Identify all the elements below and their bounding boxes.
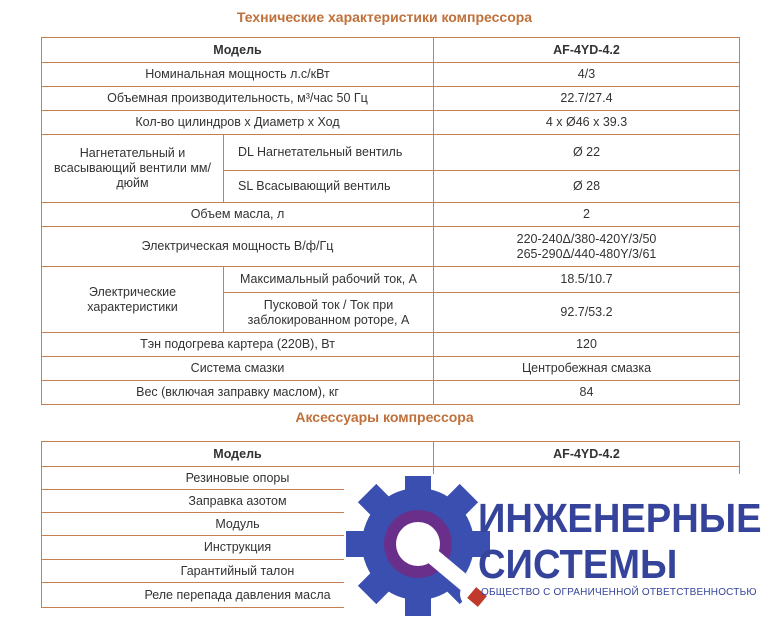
table-row (42, 63, 740, 87)
specs-title: Технические характеристики компрессора (236, 9, 533, 25)
watermark-line2: СИСТЕМЫ (478, 541, 678, 587)
table-row (42, 87, 740, 111)
accessories-header-model: AF-4YD-4.2 (434, 442, 740, 467)
dl-valve-label: DL Нагнетательный вентиль (224, 135, 434, 171)
watermark-subtitle: ОБЩЕСТВО С ОГРАНИЧЕННОЙ ОТВЕТСТВЕННОСТЬЮ (481, 587, 757, 598)
row-label: Номинальная мощность л.с/кВт (42, 63, 434, 87)
specs-table (41, 37, 740, 405)
accessory-label: Заправка азотом (42, 490, 434, 513)
row-value: 4/3 (434, 63, 740, 87)
accessory-label: Гарантийный талон (42, 560, 434, 583)
row-value: 4 x Ø46 x 39.3 (434, 111, 740, 135)
table-row (42, 381, 740, 405)
row-value: Центробежная смазка (434, 357, 740, 381)
table-row (42, 227, 740, 267)
specs-header-row (42, 38, 740, 63)
start-current-value: 92.7/53.2 (434, 293, 740, 333)
table-row (42, 111, 740, 135)
row-label: Объемная производительность, м³/час 50 Гц (42, 87, 434, 111)
max-current-label: Максимальный рабочий ток, А (224, 267, 434, 293)
row-label: Вес (включая заправку маслом), кг (42, 381, 434, 405)
oil-label: Объем масла, л (42, 203, 434, 227)
row-label: Кол-во цилиндров x Диаметр x Ход (42, 111, 434, 135)
power-value-line1: 220-240Δ/380-420Y/3/50 (516, 231, 657, 246)
sl-valve-value: Ø 28 (434, 171, 740, 203)
dl-valve-value: Ø 22 (434, 135, 740, 171)
accessories-header-row (42, 442, 740, 467)
row-value: 84 (434, 381, 740, 405)
watermark-line1: ИНЖЕНЕРНЫЕ (478, 495, 762, 541)
oil-value: 2 (434, 203, 740, 227)
accessory-label: Резиновые опоры (42, 467, 434, 490)
row-label: Система смазки (42, 357, 434, 381)
valves-group-label: Нагнетательный и всасывающий вентили мм/дюйм (42, 135, 224, 203)
start-current-label: Пусковой ток / Ток при заблокированном роторе, А (224, 293, 434, 333)
power-value (434, 227, 740, 267)
table-row (42, 267, 740, 293)
watermark-logo (344, 474, 769, 629)
power-label: Электрическая мощность В/ф/Гц (42, 227, 434, 267)
sl-valve-label: SL Всасывающий вентиль (224, 171, 434, 203)
specs-header-model: AF-4YD-4.2 (434, 38, 740, 63)
table-row (42, 357, 740, 381)
accessories-header-label: Модель (42, 442, 434, 467)
specs-header-label: Модель (42, 38, 434, 63)
row-value: 120 (434, 333, 740, 357)
electrical-group-label: Электрические характеристики (42, 267, 224, 333)
max-current-value: 18.5/10.7 (434, 267, 740, 293)
accessory-label: Реле перепада давления масла (42, 583, 434, 608)
gear-wrench-icon (346, 476, 496, 626)
accessory-label: Модуль (42, 513, 434, 536)
table-row (42, 333, 740, 357)
row-value: 22.7/27.4 (434, 87, 740, 111)
table-row (42, 203, 740, 227)
table-row (42, 135, 740, 171)
accessory-label: Инструкция (42, 536, 434, 560)
accessories-title: Аксессуары компрессора (295, 409, 474, 425)
power-value-line2: 265-290Δ/440-480Y/3/61 (516, 246, 657, 261)
row-label: Тэн подогрева картера (220В), Вт (42, 333, 434, 357)
